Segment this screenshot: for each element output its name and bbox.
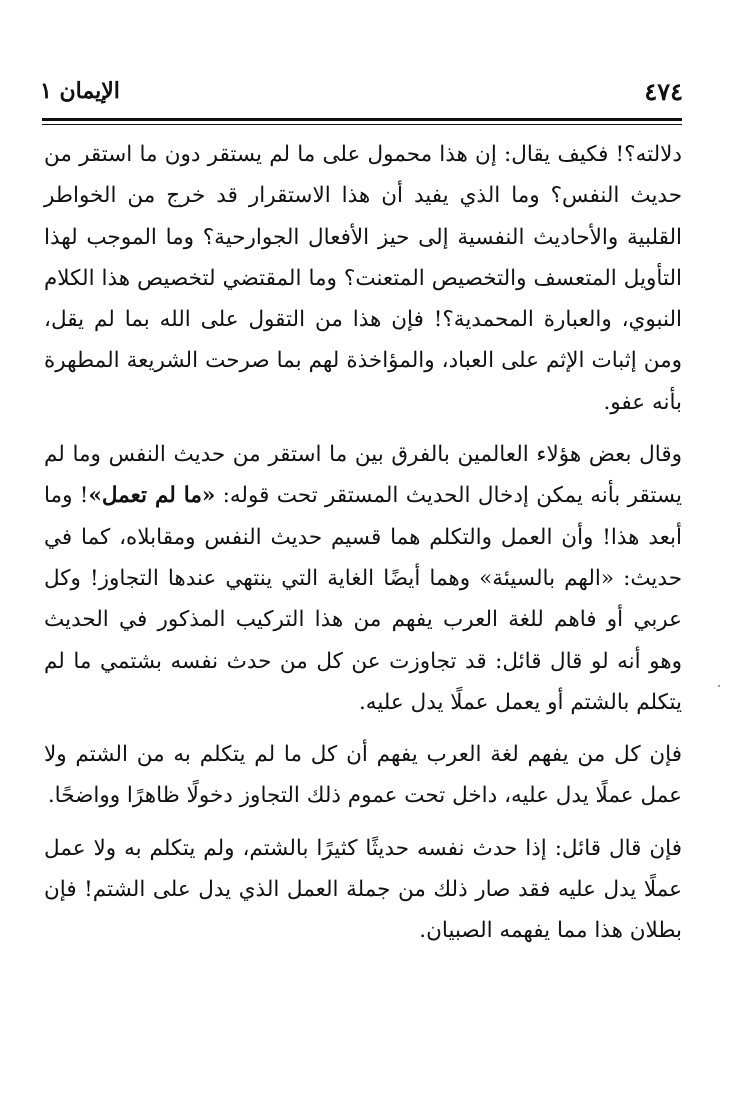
margin-speck (718, 685, 720, 687)
paragraph-2-text-before: وقال بعض هؤلاء العالمين بالفرق بين ما استقر من حديث النفس وما لم يستقر بأنه يمكن إدخال الحديث المستقر تحت قوله: (44, 442, 682, 509)
header-rule-thick (42, 118, 682, 121)
running-title: الإيمان ١ (40, 78, 120, 104)
paragraph-4: فإن قال قائل: إذا حدث نفسه حديثًا كثيرًا بالشتم، ولم يتكلم به ولا عمل عملًا يدل عليه فقد صار ذلك من جملة العمل الذي يدل على الشتم! فإن بطلان هذا مما يفهمه الصبيان. (44, 835, 682, 944)
page-header (40, 70, 683, 112)
body-text (44, 134, 682, 952)
header-rule-thin (42, 124, 682, 125)
paragraph-2 (44, 434, 682, 723)
hadith-quote: «ما لم تعمل» (88, 483, 216, 509)
paragraph-3: فإن كل من يفهم لغة العرب يفهم أن كل ما لم يتكلم به من الشتم ولا عمل عملًا يدل عليه، داخل تحت عموم ذلك التجاوز دخولًا ظاهرًا وواضحًا. (44, 742, 682, 809)
page-number: ٤٧٤ (644, 76, 683, 106)
paragraph-1: دلالته؟! فكيف يقال: إن هذا محمول على ما لم يستقر دون ما استقر من حديث النفس؟ وما الذي يفيد أن هذا الاستقرار قد خرج من الخواطر القلبية والأحاديث النفسية إلى حيز الأفعال الجوارحية؟ وما الموجب لهذا التأويل المتعسف والتخصيص المتعنت؟ وما المقتضي لتخصيص هذا الكلام النبوي، والعبارة المحمدية؟! فإن هذا من التقول على الله بما لم يقل، ومن إثبات الإثم على العباد، والمؤاخذة لهم بما صرحت الشريعة المطهرة بأنه عفو. (44, 142, 682, 415)
paragraph-2-text-after: ! وما أبعد هذا! وأن العمل والتكلم هما قسيم حديث النفس ومقابلاه، كما في حديث: «الهم بالسيئة» وهما أيضًا الغاية التي ينتهي عندها التجاوز! وكل عربي أو فاهم للغة العرب يفهم من هذا التركيب المذكور في الحديث وهو أنه لو قال قائل: قد تجاوزت عن كل من حدث نفسه بشتمي ما لم يتكلم بالشتم أو يعمل عملًا يدل عليه. (44, 483, 682, 715)
